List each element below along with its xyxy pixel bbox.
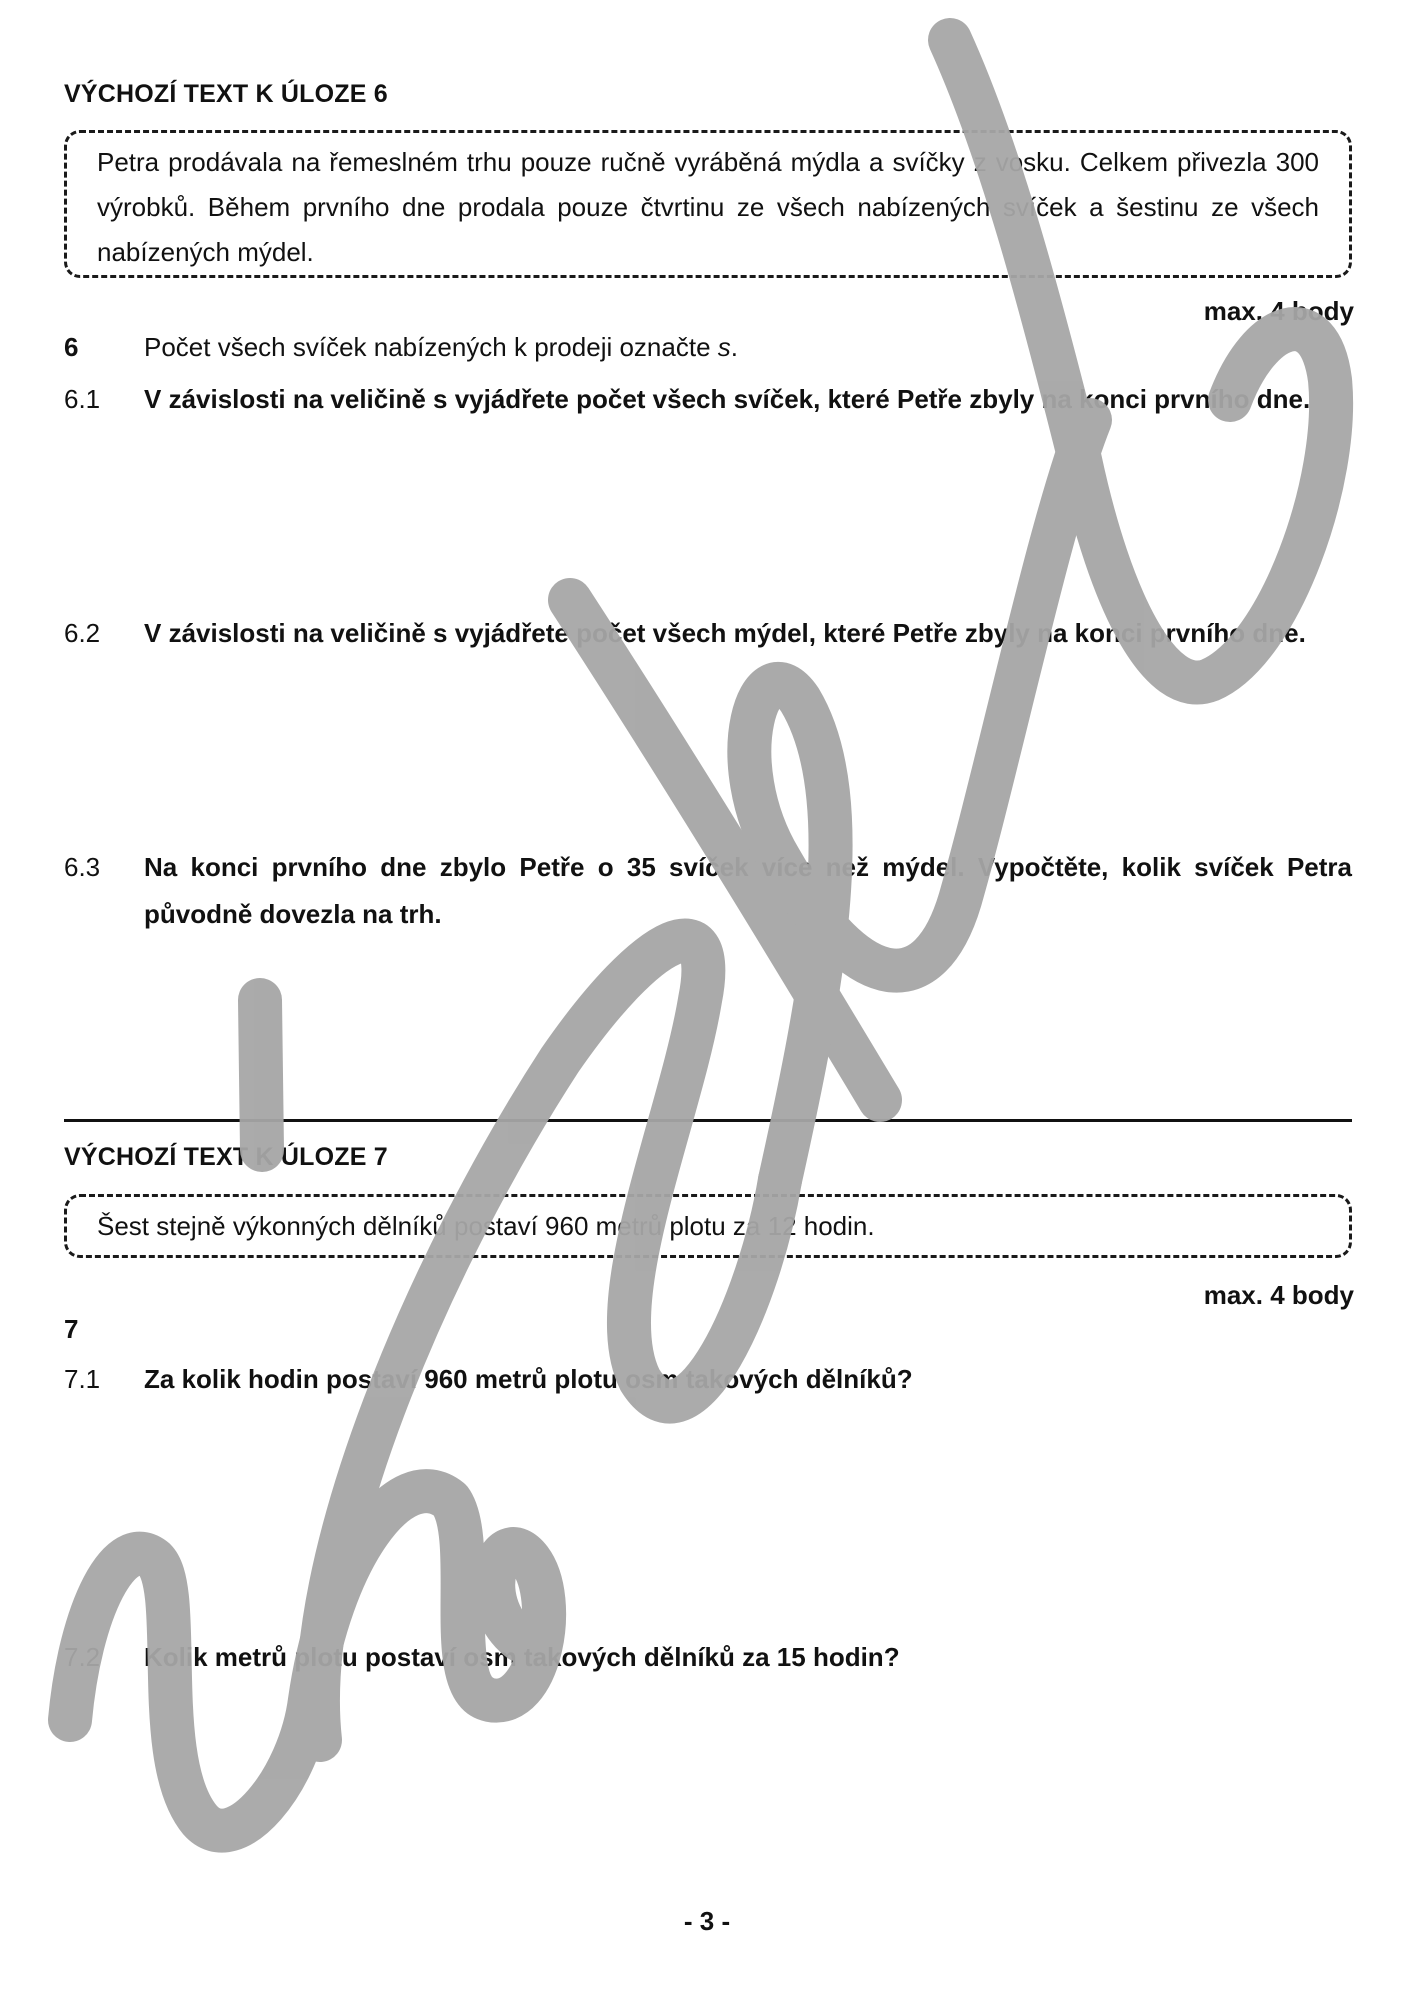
task-6-3-number: 6.3 — [64, 852, 101, 882]
task-6-2-text: V závislosti na veličině s vyjádřete počet všech mýdel, které Petře zbyly na konci prvního dne. — [144, 618, 1306, 648]
task-6-intro-variable: s — [717, 332, 731, 362]
page-number: - 3 - — [683, 1906, 731, 1936]
task-7-2-number: 7.2 — [64, 1642, 101, 1672]
section-7-intro-text: Šest stejně výkonných dělníků postaví 960 metrů plotu za 12 hodin. — [97, 1211, 875, 1241]
task-7-1-text: Za kolik hodin postaví 960 metrů plotu osm takových dělníků? — [144, 1364, 913, 1394]
section-6-intro-text: Petra prodávala na řemeslném trhu pouze ručně vyráběná mýdla a svíčky z vosku. Celkem přivezla 300 výrobků. Během prvního dne prodala pouze čtvrtinu ze všech nabízených svíček a šestinu ze všech nabízených mýdel. — [97, 147, 1319, 267]
task-6-number: 6 — [64, 332, 79, 362]
task-7-1-number: 7.1 — [64, 1364, 101, 1394]
task-6-intro-before: Počet všech svíček nabízených k prodeji označte — [144, 332, 718, 362]
section-7-heading: VÝCHOZÍ TEXT K ÚLOZE 7 — [64, 1143, 388, 1171]
task-6-intro-after: . — [730, 332, 738, 362]
task-6-1-text: V závislosti na veličině s vyjádřete počet všech svíček, které Petře zbyly na konci prvního dne. — [144, 384, 1311, 414]
task-6-1-number: 6.1 — [64, 384, 101, 414]
task-6-intro — [144, 332, 738, 363]
section-7-points: max. 4 body — [1203, 1280, 1354, 1310]
task-7-number: 7 — [64, 1314, 79, 1344]
task-6-3-text: Na konci prvního dne zbylo Petře o 35 svíček více než mýdel. Vypočtěte, kolik svíček Petra původně dovezla na trh. — [144, 852, 1352, 929]
section-6-points: max. 4 body — [1203, 296, 1354, 326]
task-6-2-number: 6.2 — [64, 618, 101, 648]
section-6-heading: VÝCHOZÍ TEXT K ÚLOZE 6 — [64, 80, 388, 108]
section-7-intro-box — [64, 1194, 1352, 1258]
section-6-intro-box — [64, 130, 1352, 278]
task-7-2-text: Kolik metrů plotu postaví osm takových dělníků za 15 hodin? — [144, 1642, 900, 1672]
section-divider — [64, 1119, 1352, 1122]
